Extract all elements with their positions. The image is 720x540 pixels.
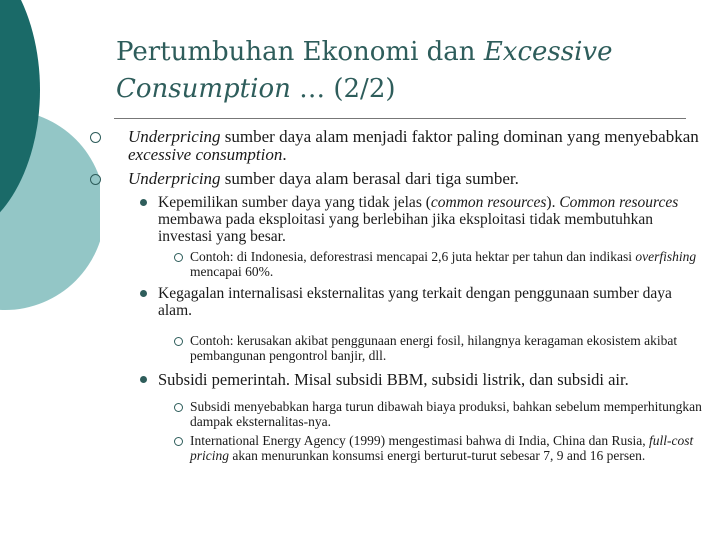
slide-body [80, 128, 706, 467]
sub-3-example-2-text-a: International Energy Agency (1999) mengestimasi bahwa di India, China dan Rusia, [190, 433, 650, 448]
hollow-bullet-icon [174, 337, 183, 346]
sub-3-example-2-text-b: akan menurunkan konsumsi energi berturut-turut sebesar 7, 9 and 16 persen. [229, 448, 646, 463]
bullet-2-text: sumber daya alam berasal dari tiga sumber. [220, 169, 519, 188]
sub-3-example-2 [80, 433, 706, 463]
sub-1-example-text-b: mencapai 60%. [190, 264, 274, 279]
hollow-bullet-icon [174, 253, 183, 262]
hollow-bullet-icon [90, 174, 101, 185]
bullet-1-tail: . [282, 145, 287, 164]
sub-1-example-text-a: Contoh: di Indonesia, deforestrasi mencapai 2,6 juta hektar per tahun dan indikasi [190, 249, 636, 264]
sub-1-text-b: ). [546, 194, 560, 211]
bullet-2 [80, 170, 706, 188]
hollow-bullet-icon [174, 437, 183, 446]
sub-3-example-2-emphasis: full-cost pricing [190, 433, 694, 463]
bullet-2-emphasis: Underpricing [128, 169, 221, 188]
bullet-1-text: sumber daya alam menjadi faktor paling dominan yang menyebabkan [220, 127, 699, 146]
sub-2-text: Kegagalan internalisasi eksternalitas yang terkait dengan penggunaan sumber daya alam. [158, 285, 672, 319]
sub-bullet-1 [80, 194, 706, 245]
sub-bullet-3 [80, 371, 706, 389]
sub-1-emphasis-2: Common resources [559, 194, 679, 211]
bullet-1-emphasis: Underpricing [128, 127, 221, 146]
sub-1-example-emphasis: overfishing [635, 249, 697, 264]
hollow-bullet-icon [90, 132, 101, 143]
filled-bullet-icon [140, 290, 147, 297]
sub-1-example [80, 249, 706, 279]
title-text: Pertumbuhan Ekonomi dan [116, 37, 484, 67]
title-emphasis: Excessive Consumption [116, 37, 613, 104]
bullet-1-emphasis-2: excessive consumption [128, 145, 283, 164]
sub-3-example-1-text: Subsidi menyebabkan harga turun dibawah biaya produksi, bahkan sebelum memperhitungkan dampak eksternalitas-nya. [190, 399, 702, 429]
sub-3-text: Subsidi pemerintah. Misal subsidi BBM, subsidi listrik, dan subsidi air. [158, 370, 629, 389]
sub-3-example-1 [80, 399, 706, 429]
sub-bullet-2 [80, 285, 706, 319]
sub-1-text-c: membawa pada eksploitasi yang berlebihan jika eksploitasi tidak membutuhkan investasi yang besar. [158, 211, 654, 245]
bullet-1 [80, 128, 706, 164]
sub-2-example [80, 333, 706, 363]
filled-bullet-icon [140, 376, 147, 383]
title-suffix: … (2/2) [290, 74, 396, 104]
title-divider [114, 118, 686, 119]
filled-bullet-icon [140, 199, 147, 206]
slide-title [116, 34, 696, 108]
sub-1-text-a: Kepemilikan sumber daya yang tidak jelas ( [158, 194, 431, 211]
sub-2-example-text: Contoh: kerusakan akibat penggunaan energi fosil, hilangnya keragaman ekosistem akibat pembangunan pengontrol banjir, dll. [190, 333, 678, 363]
hollow-bullet-icon [174, 403, 183, 412]
sub-1-emphasis: common resources [430, 194, 547, 211]
